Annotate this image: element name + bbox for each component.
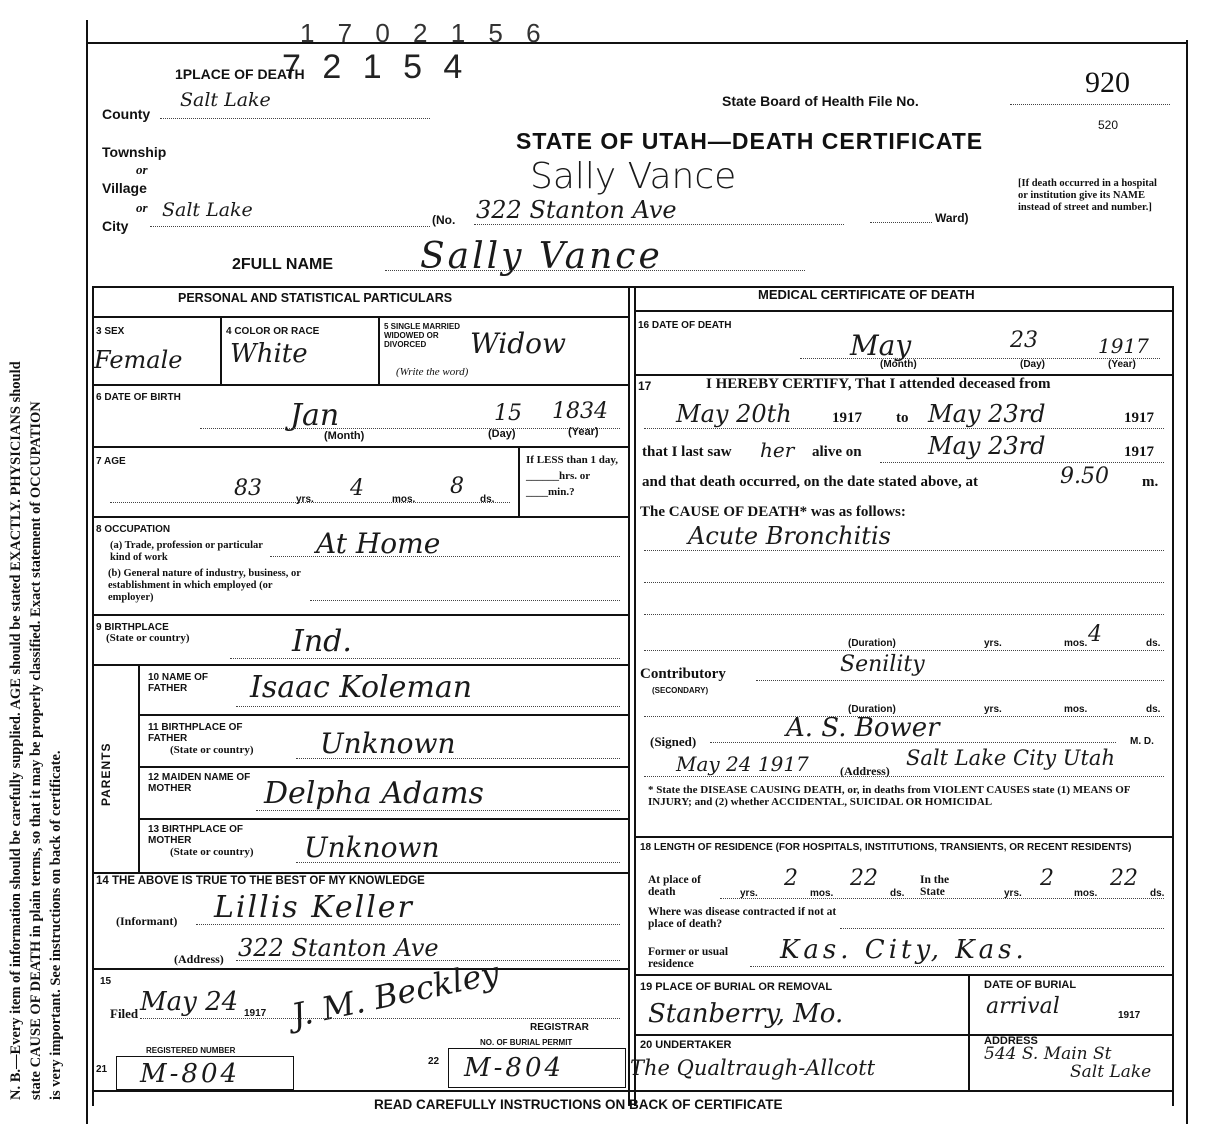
row-line-10	[92, 968, 628, 970]
father-bp-label: 11 BIRTHPLACE OF FATHER	[148, 722, 243, 744]
reg-number-label: REGISTERED NUMBER	[146, 1046, 236, 1055]
color-divider	[378, 318, 380, 384]
side-note-line3: is very important. See instructions on back of certificate.	[48, 750, 64, 1100]
row-line-4	[92, 614, 628, 616]
father-line	[236, 706, 620, 707]
mother-bp-sub: (State or country)	[170, 846, 254, 858]
dod-label: 16 DATE OF DEATH	[638, 320, 732, 331]
contrib-yrs-label: yrs.	[984, 704, 1002, 715]
left-section-title: PERSONAL AND STATISTICAL PARTICULARS	[178, 291, 453, 305]
stamped-number: 7 2 1 5 4	[282, 48, 469, 86]
less-than-label: If LESS than 1 day, ______hrs. or ____min.?	[526, 454, 619, 498]
mother-line	[256, 810, 620, 811]
alive-on-text: alive on	[812, 444, 862, 460]
parents-divider	[138, 664, 140, 872]
age-label: 7 AGE	[96, 456, 126, 467]
residence-label: 18 LENGTH OF RESIDENCE (FOR HOSPITALS, INSTITUTIONS, TRANSIENTS, OR RECENT RESIDENTS)	[640, 842, 1132, 853]
state-yrs-label: yrs.	[1004, 888, 1022, 899]
dod-day-cap: (Day)	[1020, 359, 1046, 370]
contracted-line	[840, 928, 1164, 929]
burial-permit-value: M-804	[464, 1053, 565, 1083]
state-board-label: State Board of Health File No.	[722, 93, 919, 109]
parents-label: PARENTS	[99, 742, 113, 806]
township-label: Township	[102, 144, 167, 160]
m-label: m.	[1142, 474, 1159, 490]
left-box-left	[92, 286, 94, 1106]
sex-label: 3 SEX	[96, 326, 125, 337]
occ-line	[270, 556, 620, 557]
attend-line	[644, 428, 1164, 429]
dob-day: 15	[494, 401, 522, 426]
date-burial-value: arrival	[986, 994, 1060, 1019]
father-bp-line	[296, 758, 620, 759]
right-row-line-4	[634, 1034, 1172, 1036]
county-value: Salt Lake	[180, 89, 271, 111]
contributory-value: Senility	[840, 652, 925, 677]
or-label-1: or	[136, 162, 148, 177]
dob-month: Jan	[290, 398, 340, 433]
father-bp-value: Unknown	[320, 727, 456, 760]
burial-permit-label: NO. OF BURIAL PERMIT	[480, 1038, 573, 1047]
city-line	[150, 226, 430, 227]
age-ds-label: ds.	[480, 494, 495, 505]
ward-label: Ward)	[935, 211, 969, 225]
attend-from-year: 1917	[832, 410, 862, 426]
sex-divider	[220, 318, 222, 384]
marital-write: (Write the word)	[396, 366, 469, 378]
file-no-line	[1010, 104, 1170, 105]
file-number: 920	[1085, 66, 1130, 99]
former-line	[750, 966, 1164, 967]
or-label-2: or	[136, 200, 148, 215]
dod-month-cap: (Month)	[880, 359, 917, 370]
dod-line	[800, 358, 1160, 359]
place-mos-label: mos.	[810, 888, 834, 899]
cause-duration-label: (Duration)	[848, 638, 896, 649]
birthplace-line	[230, 658, 620, 659]
former-label: Former or usual residence	[648, 946, 729, 970]
birthplace-value: Ind.	[292, 624, 352, 659]
burial-label: 19 PLACE OF BURIAL OR REMOVAL	[640, 981, 833, 993]
birthplace-label: 9 BIRTHPLACE	[96, 622, 169, 633]
burial-divider	[968, 974, 970, 1090]
cause-ds-label: ds.	[1146, 638, 1161, 649]
cause-mos-label: mos.	[1064, 638, 1088, 649]
row-line-1	[92, 384, 628, 386]
age-yrs-label: yrs.	[296, 494, 314, 505]
age-mos-label: mos.	[392, 494, 416, 505]
row-line-3	[92, 516, 628, 518]
mother-label: 12 MAIDEN NAME OF MOTHER	[148, 772, 251, 794]
at-place-label: At place of death	[648, 874, 702, 898]
attend-to: May 23rd	[928, 400, 1046, 428]
row-line-2	[92, 446, 628, 448]
city-label: City	[102, 218, 129, 234]
village-label: Village	[102, 180, 147, 196]
street-line	[474, 224, 844, 225]
county-label: County	[102, 106, 151, 122]
attend-to-year: 1917	[1124, 410, 1154, 426]
her-value: her	[760, 438, 795, 462]
ward-line	[870, 222, 932, 223]
state-mos: 22	[1110, 866, 1138, 891]
filed-year: 1917	[244, 1008, 267, 1019]
state-ds-label: ds.	[1150, 888, 1165, 899]
und-address-value: 544 S. Main St	[984, 1044, 1112, 1064]
undertaker-label: 20 UNDERTAKER	[640, 1039, 732, 1051]
time-value: 9.50	[1060, 464, 1109, 489]
sex-value: Female	[94, 346, 183, 374]
full-name-line	[385, 270, 805, 271]
age-months: 4	[350, 476, 364, 501]
registrar-label: REGISTRAR	[530, 1022, 589, 1033]
burial-num-prefix: 22	[428, 1056, 440, 1067]
und-address-label: ADDRESS	[984, 1035, 1038, 1047]
row-line-6	[138, 714, 628, 716]
birthplace-sub: (State or country)	[106, 632, 190, 644]
side-note-line2: state CAUSE OF DEATH in plain terms, so that it may be properly classified. Exact statement of OCCUPATION	[28, 401, 44, 1100]
county-line	[160, 118, 430, 119]
right-title-line	[634, 310, 1172, 312]
state-yrs: 2	[1040, 866, 1054, 891]
no-label: (No.	[432, 213, 456, 227]
frame-left-border	[86, 20, 88, 1124]
contracted-label: Where was disease contracted if not at place of death?	[648, 906, 837, 930]
reg-number-value: M-804	[140, 1059, 241, 1089]
place-ds-label: ds.	[890, 888, 905, 899]
frame-right-border	[1186, 40, 1188, 1124]
signed-date: May 24 1917	[676, 752, 809, 776]
address-value-right: Salt Lake City Utah	[906, 746, 1115, 770]
dob-line	[200, 428, 620, 429]
signed-label: (Signed)	[650, 734, 697, 749]
side-note-line1: N. B.—Every item of information should be carefully supplied. AGE should be stated EXACTLY. PHYSICIANS should	[8, 361, 24, 1100]
former-value: Kas. City, Kas.	[780, 935, 1028, 965]
attend-from: May 20th	[676, 400, 792, 428]
cause-yrs-label: yrs.	[984, 638, 1002, 649]
bottom-line	[92, 1090, 1172, 1092]
signed-line	[710, 742, 1116, 743]
last-saw-year: 1917	[1124, 444, 1154, 460]
certificate-top-number: 1 7 0 2 1 5 6	[300, 18, 549, 48]
cert-num: 17	[638, 379, 652, 393]
true-label: 14 THE ABOVE IS TRUE TO THE BEST OF MY KNOWLEDGE	[96, 875, 425, 887]
father-value: Isaac Koleman	[250, 670, 473, 705]
center-divider-2	[634, 286, 636, 1106]
hospital-note: [If death occurred in a hospital or institution give its NAME instead of street and number.]	[1018, 178, 1157, 213]
dob-year-cap: (Year)	[568, 426, 599, 438]
file-number-margin: 520	[1098, 118, 1119, 132]
signed-date-line	[644, 776, 1164, 777]
dod-year-cap: (Year)	[1108, 359, 1136, 370]
cause-line-3	[644, 614, 1164, 615]
row-line-8	[138, 818, 628, 820]
address-line-left	[236, 960, 620, 961]
signed-value: A. S. Bower	[786, 713, 940, 743]
cause-mos-value: 4	[1088, 622, 1102, 647]
registrar-signature: J. M. Beckley	[288, 953, 503, 1035]
color-label: 4 COLOR OR RACE	[226, 326, 320, 337]
age-divider	[518, 446, 520, 516]
cause-line-2	[644, 582, 1164, 583]
state-mos-label: mos.	[1074, 888, 1098, 899]
dob-day-cap: (Day)	[488, 428, 516, 440]
to-label: to	[896, 410, 909, 426]
full-name-value: Sally Vance	[420, 236, 663, 277]
und-address-city: Salt Lake	[1070, 1062, 1152, 1082]
dod-day: 23	[1010, 328, 1038, 353]
row-line-5	[92, 664, 628, 666]
age-years: 83	[234, 476, 262, 501]
color-value: White	[230, 339, 308, 369]
mother-bp-label: 13 BIRTHPLACE OF MOTHER	[148, 824, 244, 846]
filed-value: May 24	[140, 987, 239, 1017]
mother-value: Delpha Adams	[264, 776, 484, 811]
father-bp-sub: (State or country)	[170, 744, 254, 756]
dod-year: 1917	[1098, 334, 1149, 358]
dob-year: 1834	[552, 399, 608, 424]
dob-label: 6 DATE OF BIRTH	[96, 392, 181, 403]
contributory-label: Contributory	[640, 666, 726, 682]
mother-bp-line	[296, 862, 620, 863]
occ-value: At Home	[316, 527, 441, 560]
cause-label: The CAUSE OF DEATH* was as follows:	[640, 504, 906, 520]
right-section-title: MEDICAL CERTIFICATE OF DEATH	[758, 287, 975, 302]
place-of-death-label: 1PLACE OF DEATH	[175, 66, 305, 82]
in-state-label: In the State	[920, 874, 950, 898]
cause-value: Acute Bronchitis	[688, 522, 891, 550]
footer-note: READ CAREFULLY INSTRUCTIONS ON BACK OF CERTIFICATE	[374, 1097, 783, 1112]
occ-a-label: (a) Trade, profession or particular kind of work	[110, 540, 263, 563]
right-box-right	[1172, 286, 1174, 1106]
street-value: 322 Stanton Ave	[476, 196, 677, 224]
address-label-right: (Address)	[840, 764, 890, 778]
filed-label: Filed	[110, 1006, 139, 1021]
informant-value: Lillis Keller	[214, 890, 414, 925]
age-days: 8	[450, 474, 464, 499]
city-value: Salt Lake	[162, 199, 253, 221]
burial-value: Stanberry, Mo.	[648, 999, 844, 1029]
marital-label: 5 SINGLE MARRIED WIDOWED OR DIVORCED	[384, 322, 461, 349]
row-line-7	[138, 766, 628, 768]
footnote: * State the DISEASE CAUSING DEATH, or, in deaths from VIOLENT CAUSES state (1) MEANS OF INJURY; and (2) whether ACCIDENTAL, SUICIDAL OR HOMICIDAL	[648, 784, 1131, 808]
last-saw-line	[880, 462, 1164, 463]
contrib-mos-label: mos.	[1064, 704, 1088, 715]
marital-value: Widow	[470, 327, 566, 360]
frame-top-border	[86, 42, 1186, 44]
place-mos: 22	[850, 866, 878, 891]
section-top-line	[92, 286, 1172, 288]
age-line	[110, 502, 510, 503]
contrib-ds-label: ds.	[1146, 704, 1161, 715]
last-saw-value: May 23rd	[928, 432, 1046, 460]
md-label: M. D.	[1130, 736, 1154, 747]
side-note	[6, 20, 76, 1100]
reg-num-prefix: 21	[96, 1064, 108, 1075]
dob-month-cap: (Month)	[324, 430, 365, 442]
last-saw-text: that I last saw	[642, 444, 732, 460]
address-label-left: (Address)	[174, 952, 224, 966]
left-title-line	[92, 316, 628, 318]
undertaker-value: The Qualtraugh-Allcott	[630, 1056, 876, 1080]
mother-bp-value: Unknown	[304, 831, 440, 864]
dod-month: May	[850, 329, 912, 362]
date-burial-year: 1917	[1118, 1010, 1141, 1021]
cause-line-1	[644, 550, 1164, 551]
address-value-left: 322 Stanton Ave	[238, 934, 439, 962]
place-yrs-label: yrs.	[740, 888, 758, 899]
contrib-duration-label: (Duration)	[848, 704, 896, 715]
residence-line	[720, 898, 1164, 899]
occupation-label: 8 OCCUPATION	[96, 524, 171, 535]
informant-label: (Informant)	[116, 914, 178, 928]
cause-duration-line	[644, 650, 1164, 651]
date-burial-label: DATE OF BURIAL	[984, 979, 1077, 991]
occ-b-label: (b) General nature of industry, business, or establishment in which employed (or employer)	[108, 568, 301, 603]
right-row-line-2	[634, 836, 1172, 838]
filed-line	[140, 1018, 620, 1019]
informant-line	[196, 924, 620, 925]
occ-b-line	[310, 600, 620, 601]
center-divider	[628, 286, 630, 1106]
title: STATE OF UTAH—DEATH CERTIFICATE	[516, 128, 984, 154]
place-yrs: 2	[784, 866, 798, 891]
row-line-9	[92, 872, 628, 874]
cert-text: I HEREBY CERTIFY, That I attended deceased from	[706, 376, 1051, 392]
name-above: Sally Vance	[530, 156, 737, 197]
contrib-line	[756, 680, 1164, 681]
full-name-label: 2FULL NAME	[232, 256, 334, 273]
secondary-label: (SECONDARY)	[652, 686, 709, 695]
father-label: 10 NAME OF FATHER	[148, 672, 209, 694]
right-row-line-3	[634, 974, 1172, 976]
filed-num: 15	[100, 976, 112, 987]
occurred-text: and that death occurred, on the date stated above, at	[642, 474, 978, 490]
